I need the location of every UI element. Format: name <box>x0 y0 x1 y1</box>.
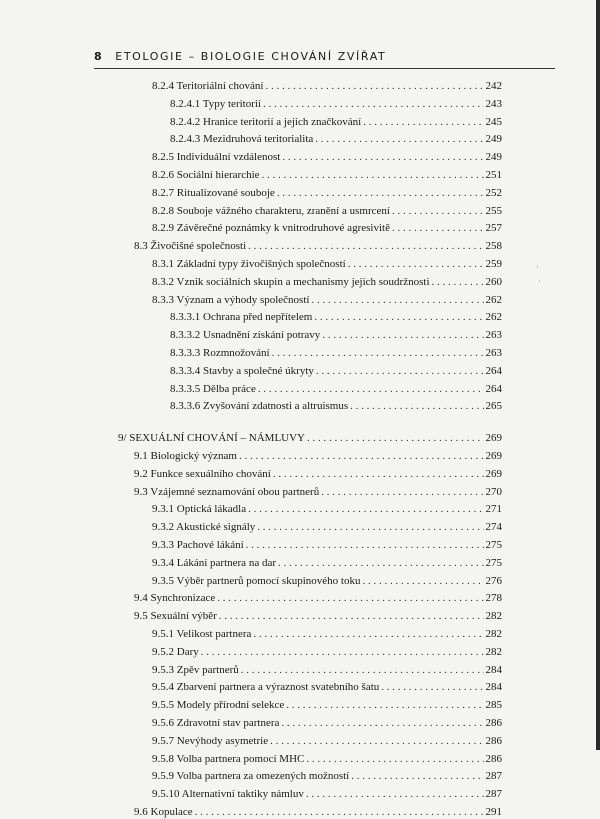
toc-entry-label: 8.3.3.1 Ochrana před nepřítelem <box>170 311 313 324</box>
toc-entry-page: 286 <box>485 734 502 747</box>
toc-entry-label: 9.3 Vzájemné seznamování obou partnerů <box>134 485 320 498</box>
dot-leader <box>248 502 483 516</box>
toc-entry <box>152 257 502 271</box>
toc-entry-page: 285 <box>485 699 502 712</box>
toc-entry-label: 8.3.1 Základní typy živočišných společností <box>152 258 346 270</box>
toc-entry-label: 9.3.1 Optická lákadla <box>152 503 247 516</box>
toc-entry <box>152 79 502 93</box>
toc-entry-label: 9.3.3 Pachové lákání <box>152 539 244 551</box>
toc-entry <box>152 680 502 694</box>
toc-entry-label: 8.3.3.6 Zvyšování zdatnosti a altruismus <box>170 400 349 413</box>
toc-entry <box>152 204 502 218</box>
dot-leader <box>201 645 484 659</box>
header-rule <box>94 68 555 69</box>
dot-leader <box>246 538 484 552</box>
toc-entry-label: 8.2.9 Závěrečné poznámky k vnitrodruhové agresivitě <box>152 222 390 235</box>
dot-leader <box>278 556 484 570</box>
toc-entry <box>152 150 502 164</box>
dot-leader <box>258 382 484 396</box>
toc-entry-page: 245 <box>485 115 502 128</box>
toc-entry-page: 274 <box>485 521 502 534</box>
running-header <box>94 50 554 63</box>
dot-leader <box>282 150 483 164</box>
dot-leader <box>392 204 484 218</box>
toc-entry-label: 8.3.3.5 Dělba práce <box>170 382 256 395</box>
toc-entry-page: 251 <box>485 169 502 181</box>
toc-entry <box>134 609 502 623</box>
toc-entry <box>152 645 502 659</box>
toc-entry-page: 287 <box>485 770 502 783</box>
toc-entry-label: 8.3.3.2 Usnadnění získání potravy <box>170 329 321 342</box>
toc-entry-label: 8.3 Živočišné společnosti <box>134 240 247 253</box>
toc-entry-label: 9.2 Funkce sexuálního chování <box>134 467 271 480</box>
dot-leader <box>270 734 483 748</box>
toc-entry-page: 252 <box>485 186 502 199</box>
dot-leader <box>195 805 484 819</box>
toc-entry <box>152 752 502 766</box>
toc-entry-label: 9.5.10 Alternativní taktiky námluv <box>152 788 304 801</box>
dot-leader <box>311 293 483 307</box>
toc-entry-page: 278 <box>485 592 502 605</box>
page-number: 8 <box>94 50 104 63</box>
toc-entry-page: 269 <box>485 450 502 462</box>
toc-entry <box>152 769 502 783</box>
toc-entry <box>134 467 502 481</box>
dot-leader <box>306 787 484 801</box>
toc-entry-label: 8.3.2 Vznik sociálních skupin a mechanismy jejich soudržnosti <box>152 275 430 288</box>
toc-entry <box>170 364 502 378</box>
toc-entry-label: 9.5.8 Volba partnera pomocí MHC <box>152 752 305 765</box>
toc-entry <box>134 805 502 819</box>
dot-leader <box>362 574 483 588</box>
toc-entry-label: 8.2.4.1 Typy teritorií <box>170 97 261 110</box>
toc-entry-label: 9.5 Sexuální výběr <box>134 610 217 623</box>
toc-entry-page: 264 <box>485 382 502 395</box>
dot-leader <box>217 591 483 605</box>
toc-entry-page: 260 <box>485 275 502 288</box>
toc-entry-label: 9.5.6 Zdravotní stav partnera <box>152 717 280 729</box>
toc-entry <box>152 538 502 552</box>
toc-entry-label: 9.5.9 Volba partnera za omezených možností <box>152 770 350 783</box>
toc-entry-label: 8.3.3.3 Rozmnožování <box>170 347 270 359</box>
toc-entry <box>134 485 502 499</box>
toc-entry <box>118 431 502 445</box>
toc-entry <box>152 168 502 182</box>
dot-leader <box>316 364 484 378</box>
toc-entry-page: 271 <box>485 503 502 516</box>
toc-entry-label: 9.5.3 Zpěv partnerů <box>152 663 239 676</box>
toc-entry-label: 9.5.2 Dary <box>152 645 199 658</box>
toc-entry-page: 262 <box>485 293 502 306</box>
toc-entry-label: 9.1 Biologický význam <box>134 450 237 462</box>
toc-entry <box>152 520 502 534</box>
toc-entry-page: 263 <box>485 329 502 342</box>
scan-mark: · <box>536 262 539 272</box>
toc-entry <box>152 502 502 516</box>
toc-entry-page: 259 <box>485 258 502 270</box>
dot-leader <box>273 467 484 481</box>
dot-leader <box>315 132 483 146</box>
toc-entry-page: 269 <box>485 432 502 445</box>
dot-leader <box>253 627 483 641</box>
toc-entry <box>152 574 502 588</box>
toc-entry <box>152 663 502 677</box>
toc-entry-page: 270 <box>485 485 502 498</box>
toc-entry <box>170 346 502 360</box>
toc-entry-page: 276 <box>485 574 502 587</box>
toc-entry-page: 284 <box>485 663 502 676</box>
toc-entry-page: 291 <box>485 806 502 818</box>
toc-entry <box>152 627 502 641</box>
toc-entry-label: 9.5.1 Velikost partnera <box>152 628 252 640</box>
toc-entry <box>170 399 502 413</box>
toc-entry <box>152 275 502 289</box>
toc-entry-page: 287 <box>485 788 502 801</box>
toc-entry-page: 265 <box>485 400 502 413</box>
dot-leader <box>219 609 484 623</box>
toc-entry-label: 8.2.6 Sociální hierarchie <box>152 169 260 181</box>
toc-entry-label: 9.6 Kopulace <box>134 806 193 818</box>
toc-entry-label: 8.3.3 Význam a výhody společností <box>152 293 310 306</box>
dot-leader <box>321 485 483 499</box>
toc-entry-page: 257 <box>485 222 502 235</box>
dot-leader <box>350 399 483 413</box>
toc-entry-page: 258 <box>485 240 502 253</box>
toc-entry-label: 9/ SEXUÁLNÍ CHOVÁNÍ – NÁMLUVY <box>118 432 305 445</box>
toc-entry <box>134 239 502 253</box>
dot-leader <box>381 680 483 694</box>
dot-leader <box>351 769 483 783</box>
toc-entry-label: 8.2.4.3 Mezidruhová teritorialita <box>170 133 314 146</box>
toc-entry <box>152 716 502 730</box>
toc-entry-label: 8.2.4.2 Hranice teritorií a jejich značkování <box>170 115 362 128</box>
toc-entry <box>152 186 502 200</box>
dot-leader <box>263 97 484 111</box>
toc-entry <box>170 97 502 111</box>
toc-entry <box>152 787 502 801</box>
toc-entry <box>170 115 502 129</box>
dot-leader <box>306 752 483 766</box>
toc-entry <box>170 382 502 396</box>
toc-entry-page: 249 <box>485 151 502 164</box>
toc-entry <box>170 132 502 146</box>
toc-entry-page: 249 <box>485 133 502 146</box>
dot-leader <box>307 431 484 445</box>
toc-entry-page: 284 <box>485 681 502 694</box>
scan-mark: · <box>538 276 541 286</box>
toc-entry-label: 9.3.4 Lákání partnera na dar <box>152 556 276 569</box>
toc-entry-label: 9.4 Synchronizace <box>134 592 216 605</box>
running-title: ETOLOGIE – BIOLOGIE CHOVÁNÍ ZVÍŘAT <box>115 50 387 63</box>
toc-entry <box>170 328 502 342</box>
toc-entry-page: 286 <box>485 752 502 765</box>
toc-entry-label: 9.5.5 Modely přírodní selekce <box>152 699 285 712</box>
toc-entry <box>170 310 502 324</box>
toc-entry-label: 8.3.3.4 Stavby a společné úkryty <box>170 364 314 377</box>
toc-entry-label: 9.5.4 Zbarvení partnera a výraznost svatebního šatu <box>152 681 380 694</box>
dot-leader <box>241 663 484 677</box>
toc-entry <box>134 591 502 605</box>
dot-leader <box>286 698 483 712</box>
dot-leader <box>248 239 483 253</box>
dot-leader <box>265 79 483 93</box>
dot-leader <box>432 275 484 289</box>
toc-entry <box>152 734 502 748</box>
toc-entry-label: 8.2.7 Ritualizované souboje <box>152 186 275 199</box>
toc-entry-page: 243 <box>485 97 502 110</box>
toc-entry-page: 282 <box>485 610 502 623</box>
toc-entry-page: 275 <box>485 539 502 551</box>
dot-leader <box>262 168 484 182</box>
dot-leader <box>392 221 484 235</box>
toc-entry-page: 286 <box>485 717 502 729</box>
toc-entry <box>152 293 502 307</box>
dot-leader <box>348 257 484 271</box>
dot-leader <box>281 716 483 730</box>
toc-entry-label: 8.2.8 Souboje vážného charakteru, zranění a usmrcení <box>152 204 390 217</box>
toc-entry-page: 275 <box>485 556 502 569</box>
toc-entry <box>134 449 502 463</box>
page-edge <box>596 0 600 750</box>
dot-leader <box>314 310 483 324</box>
toc-entry-page: 282 <box>485 628 502 640</box>
toc-entry-page: 242 <box>485 80 502 92</box>
toc-entry-label: 9.5.7 Nevýhody asymetrie <box>152 734 269 747</box>
toc-entry-label: 8.2.4 Teritoriální chování <box>152 80 264 92</box>
toc-entry-page: 282 <box>485 645 502 658</box>
toc-entry-page: 269 <box>485 467 502 480</box>
toc-entry-label: 9.3.5 Výběr partnerů pomocí skupinového toku <box>152 574 361 587</box>
toc-entry-label: 8.2.5 Individuální vzdálenost <box>152 151 281 164</box>
dot-leader <box>239 449 484 463</box>
dot-leader <box>322 328 483 342</box>
toc-entry-page: 263 <box>485 347 502 359</box>
toc-entry-label: 9.3.2 Akustické signály <box>152 521 256 534</box>
toc-entry <box>152 556 502 570</box>
toc-entry-page: 264 <box>485 364 502 377</box>
toc-entry-page: 262 <box>485 311 502 324</box>
toc-entry-page: 255 <box>485 204 502 217</box>
dot-leader <box>257 520 483 534</box>
toc-entry <box>152 698 502 712</box>
toc-entry <box>152 221 502 235</box>
dot-leader <box>272 346 484 360</box>
dot-leader <box>363 115 483 129</box>
dot-leader <box>277 186 484 200</box>
